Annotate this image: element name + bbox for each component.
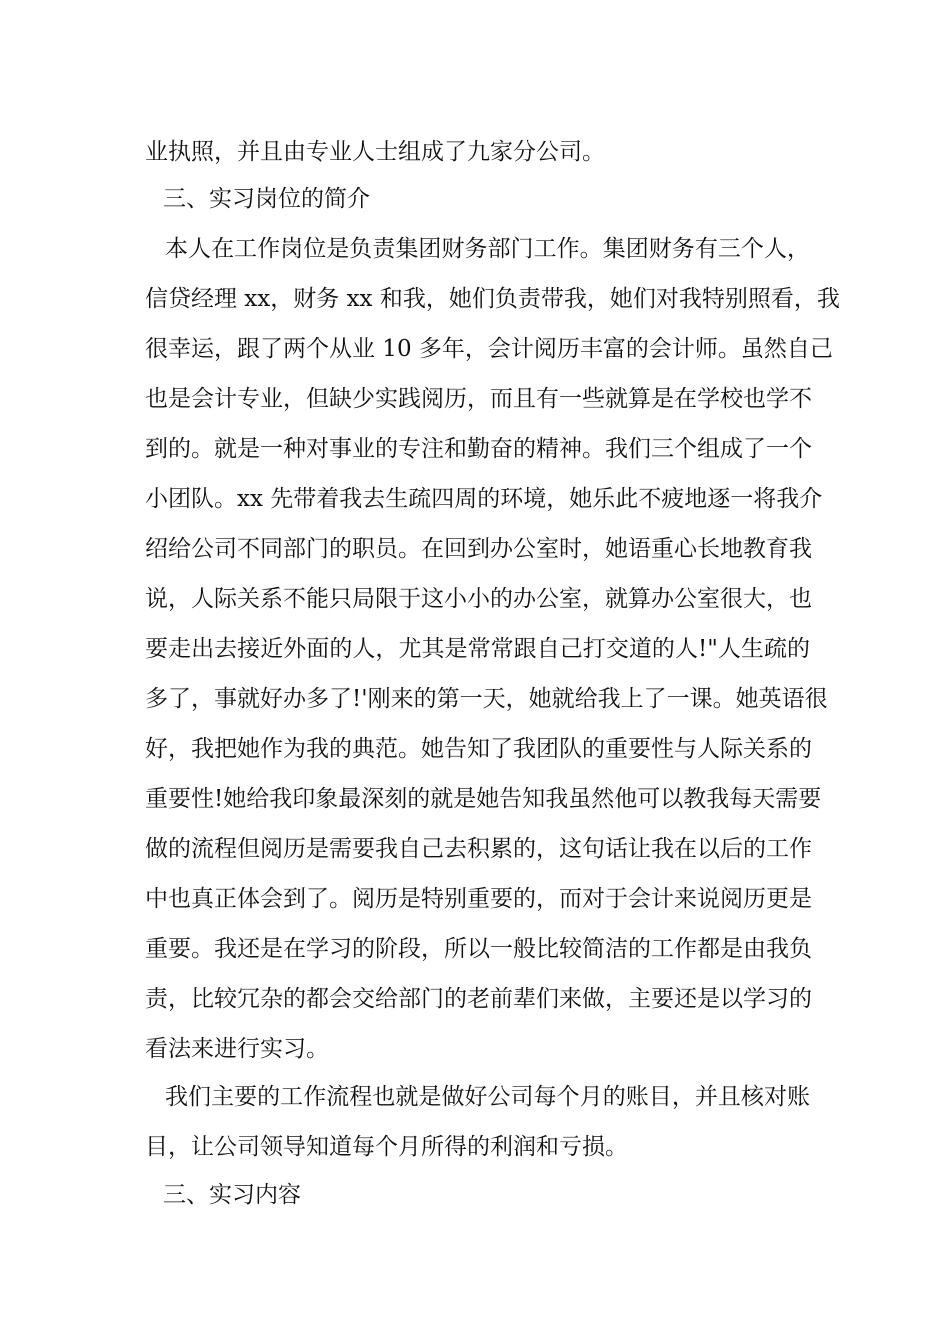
paragraph-line: 说，人际关系不能只局限于这小小的办公室，就算办公室很大，也 — [145, 586, 812, 612]
paragraph-line: 责，比较冗杂的都会交给部门的老前辈们来做，主要还是以学习的 — [145, 986, 812, 1012]
paragraph-line: 目，让公司领导知道每个月所得的利润和亏损。 — [145, 1134, 628, 1160]
paragraph-line: 信贷经理 xx，财务 xx 和我，她们负责带我，她们对我特别照看，我 — [145, 286, 840, 312]
paragraph-line: 重要性!她给我印象最深刻的就是她告知我虽然他可以教我每天需要 — [145, 786, 822, 812]
paragraph-line: 本人在工作岗位是负责集团财务部门工作。集团财务有三个人， — [165, 236, 810, 262]
paragraph-line: 到的。就是一种对事业的专注和勤奋的精神。我们三个组成了一个 — [145, 436, 812, 462]
paragraph-line: 要走出去接近外面的人，尤其是常常跟自己打交道的人!"人生疏的 — [145, 636, 810, 662]
paragraph-line: 小团队。xx 先带着我去生疏四周的环境，她乐此不疲地逐一将我介 — [145, 486, 823, 512]
paragraph-line: 重要。我还是在学习的阶段，所以一般比较简洁的工作都是由我负 — [145, 936, 812, 962]
paragraph-line: 也是会计专业，但缺少实践阅历，而且有一些就算是在学校也学不 — [145, 386, 812, 412]
paragraph-line: 多了，事就好办多了!'刚来的第一天，她就给我上了一课。她英语很 — [145, 686, 828, 712]
paragraph-line: 很幸运，跟了两个从业 10 多年，会计阅历丰富的会计师。虽然自己 — [145, 336, 833, 362]
paragraph-line: 我们主要的工作流程也就是做好公司每个月的账目，并且核对账 — [165, 1084, 810, 1110]
paragraph-line: 做的流程但阅历是需要我自己去积累的，这句话让我在以后的工作 — [145, 836, 812, 862]
paragraph-line: 业执照，并且由专业人士组成了九家分公司。 — [145, 139, 605, 165]
paragraph-line: 好，我把她作为我的典范。她告知了我团队的重要性与人际关系的 — [145, 736, 812, 762]
paragraph-line: 中也真正体会到了。阅历是特别重要的，而对于会计来说阅历更是 — [145, 886, 812, 912]
section-heading: 三、实习岗位的简介 — [163, 186, 370, 212]
paragraph-line: 绍给公司不同部门的职员。在回到办公室时，她语重心长地教育我 — [145, 536, 812, 562]
paragraph-line: 看法来进行实习。 — [145, 1036, 329, 1062]
section-heading: 三、实习内容 — [163, 1182, 301, 1208]
